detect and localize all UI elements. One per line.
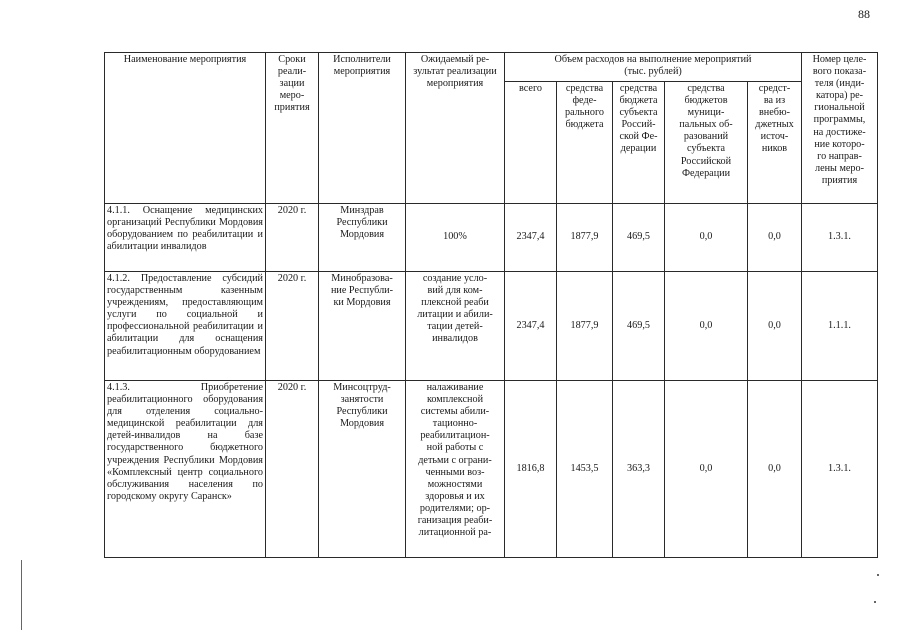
text-line: комплексной: [426, 394, 484, 406]
text-line: Республики: [336, 406, 388, 418]
text-line: меро-: [279, 90, 305, 102]
text-line: субъекта: [619, 107, 658, 119]
text-line: ной работы с: [426, 442, 484, 454]
row-federal: 1877,9: [557, 272, 613, 381]
row-name: 4.1.2. Предоставление субсидий государственным казенным учреждениям, предоставляющим услуги по социальной и профессиональной реабилитации и абилитации для оснащения реабилитационным оборудованием: [105, 272, 266, 381]
scan-mark: [877, 574, 879, 576]
text-line: ченными воз-: [425, 466, 485, 478]
header-federal: [557, 82, 613, 204]
text-line: Объем расходов на выполнение мероприятий: [554, 54, 752, 65]
row-federal: 1453,5: [557, 381, 613, 558]
row-municipal: 0,0: [665, 204, 748, 272]
text-line: мероприятия: [426, 78, 484, 90]
row-extra: 0,0: [748, 204, 802, 272]
text-line: ние Республи-: [330, 285, 394, 297]
row-executors: [319, 381, 406, 558]
text-line: вого показа-: [812, 66, 867, 78]
text-line: субъекта: [687, 143, 725, 155]
row-regional: 363,3: [613, 381, 665, 558]
text-line: рального: [565, 107, 604, 119]
text-line: источ-: [760, 131, 789, 143]
text-line: лены меро-: [815, 162, 864, 174]
text-line: 100%: [443, 231, 467, 243]
text-line: вий для ком-: [427, 285, 483, 297]
row-name: 4.1.3. Приобретение реабилитационного оборудования для отделения социально-медицинской реабилитации для детей-инвалидов на базе государственного бюджетного учреждения Республики Мордовия «Комплексный центр социального обслуживания населения по городскому округу Саранск»: [105, 381, 266, 558]
text-line: на достиже-: [813, 126, 866, 138]
scan-mark: [874, 601, 876, 603]
text-line: Российской: [680, 155, 732, 167]
text-line: приятия: [821, 174, 858, 186]
measures-table: [104, 52, 878, 558]
text-line: средства: [687, 83, 725, 94]
header-name: Наименование мероприятия: [105, 53, 266, 204]
text-line: Минздрав: [340, 205, 384, 216]
text-line: средст-: [758, 83, 791, 94]
text-line: Минобразова-: [331, 273, 393, 284]
text-line: пальных об-: [679, 119, 733, 131]
text-line: Федерации: [681, 167, 731, 179]
text-line: дерации: [620, 143, 657, 155]
text-line: тационно-: [432, 418, 478, 430]
text-line: джетных: [755, 119, 794, 131]
text-line: программы,: [813, 114, 866, 126]
text-line: ва из: [763, 95, 786, 107]
row-extra: 0,0: [748, 381, 802, 558]
text-line: занятости: [340, 394, 384, 406]
header-extra: [748, 82, 802, 204]
table-row: [105, 204, 878, 272]
text-line: Мордовия: [339, 418, 385, 430]
text-line: муници-: [687, 107, 725, 119]
header-total: всего: [505, 82, 557, 204]
text-line: ников: [761, 143, 788, 155]
text-line: Россий-: [621, 119, 656, 131]
text-line: Исполнители: [333, 54, 391, 65]
header-result: [406, 53, 505, 204]
text-line: Сроки: [278, 54, 306, 65]
scan-mark: [21, 560, 22, 630]
text-line: Мордовия: [339, 229, 385, 241]
text-line: инвалидов: [432, 333, 478, 345]
row-result: [406, 272, 505, 381]
text-line: Республики: [336, 217, 388, 229]
text-line: создание усло-: [422, 273, 488, 284]
row-municipal: 0,0: [665, 272, 748, 381]
text-line: теля (инди-: [814, 78, 865, 90]
text-line: здоровья и их: [425, 490, 485, 502]
text-line: тации детей-: [427, 321, 483, 333]
row-executors: [319, 204, 406, 272]
text-line: реабилитацион-: [420, 430, 490, 442]
row-total: 1816,8: [505, 381, 557, 558]
text-line: средства: [619, 83, 658, 94]
text-line: ние которо-: [814, 138, 865, 150]
row-executors: [319, 272, 406, 381]
row-municipal: 0,0: [665, 381, 748, 558]
text-line: бюджета: [619, 95, 658, 107]
text-line: феде-: [572, 95, 597, 107]
text-line: литационной ра-: [418, 527, 492, 539]
text-line: родителями; ор-: [419, 502, 491, 514]
row-term: 2020 г.: [266, 381, 319, 558]
text-line: мероприятия: [333, 66, 391, 78]
header-regional: [613, 82, 665, 204]
text-line: приятия: [274, 102, 310, 114]
header-municipal: [665, 82, 748, 204]
text-line: разований: [683, 131, 729, 143]
text-line: го направ-: [817, 150, 862, 162]
text-line: литации и абили-: [417, 309, 493, 321]
row-indicator: 1.3.1.: [802, 381, 878, 558]
row-indicator: 1.3.1.: [802, 204, 878, 272]
text-line: ки Мордовия: [333, 297, 391, 309]
text-line: катора) ре-: [815, 90, 864, 102]
text-line: детьми с ограни-: [418, 454, 492, 466]
row-regional: 469,5: [613, 204, 665, 272]
table-row: [105, 272, 878, 381]
text-line: бюджета: [565, 119, 604, 131]
text-line: Минсоцтруд-: [333, 382, 391, 393]
header-volume: [505, 53, 802, 82]
text-line: налаживание: [426, 382, 484, 393]
row-extra: 0,0: [748, 272, 802, 381]
row-indicator: 1.1.1.: [802, 272, 878, 381]
text-line: зультат реализации: [413, 66, 497, 78]
table-row: [105, 381, 878, 558]
row-result: [406, 204, 505, 272]
text-line: Номер целе-: [812, 54, 867, 65]
page-number: 88: [858, 7, 870, 21]
text-line: системы абили-: [420, 406, 490, 418]
row-regional: 469,5: [613, 272, 665, 381]
text-line: плексной реаби: [421, 297, 489, 309]
row-total: 2347,4: [505, 204, 557, 272]
text-line: ганизация реаби-: [417, 515, 493, 527]
text-line: (тыс. рублей): [624, 66, 682, 78]
header-executors: [319, 53, 406, 204]
header-indicator: [802, 53, 878, 204]
row-term: 2020 г.: [266, 204, 319, 272]
row-federal: 1877,9: [557, 204, 613, 272]
row-total: 2347,4: [505, 272, 557, 381]
row-name: 4.1.1. Оснащение медицинских организаций Республики Мордовия оборудованием по реабилитации и абилитации инвалидов: [105, 204, 266, 272]
text-line: Ожидаемый ре-: [420, 54, 490, 65]
text-line: бюджетов: [684, 95, 728, 107]
row-term: 2020 г.: [266, 272, 319, 381]
text-line: можностями: [427, 478, 483, 490]
text-line: гиональной: [814, 102, 865, 114]
text-line: реали-: [277, 66, 307, 78]
text-line: средства: [565, 83, 604, 94]
row-result: [406, 381, 505, 558]
text-line: внебю-: [759, 107, 790, 119]
text-line: ской Фе-: [619, 131, 658, 143]
text-line: зации: [279, 78, 305, 90]
header-term: [266, 53, 319, 204]
